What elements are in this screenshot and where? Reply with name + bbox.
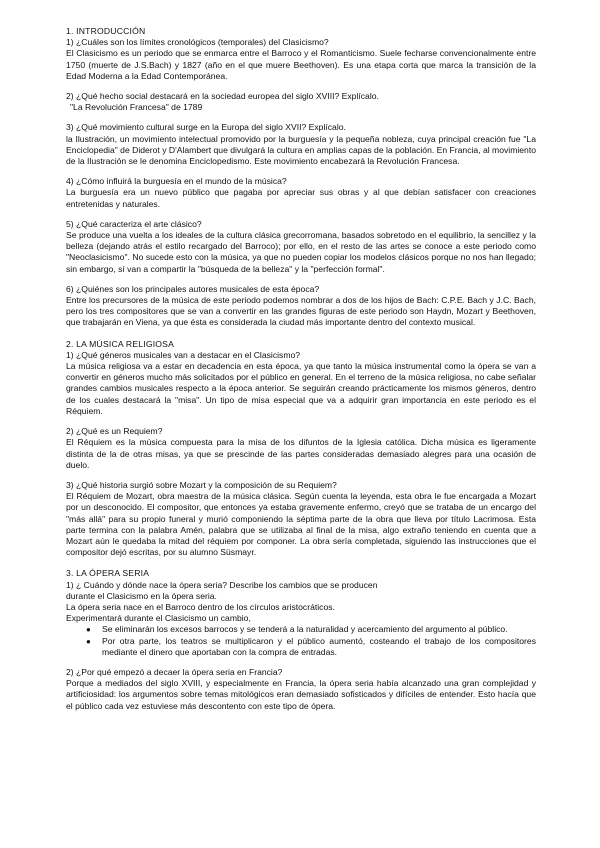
bullet-icon: ● <box>86 636 91 646</box>
section-title: 1. INTRODUCCIÓN <box>66 26 146 36</box>
question: 1) ¿ Cuándo y dónde nace la ópera seria? Describe los cambios que se producen <box>66 579 378 590</box>
question: 3) ¿Qué movimiento cultural surge en la Europa del siglo XVII? Explícalo. <box>66 122 346 133</box>
question: durante el Clasicismo en la ópera seria. <box>66 590 217 601</box>
question-block <box>66 91 536 113</box>
question: 3) ¿Qué historia surgió sobre Mozart y la composición de su Requiem? <box>66 479 337 490</box>
question-block <box>66 350 536 417</box>
question: 6) ¿Quiénes son los principales autores musicales de esta época? <box>66 283 320 294</box>
question-block <box>66 37 536 82</box>
answer: Se produce una vuelta a los ideales de la cultura clásica grecorromana, basados sobretodo en el equilibrio, la sencillez y la belleza (dejando atrás el estilo recargado del Barroco); por ello, en el resto de las artes se conoce a este periodo como "Neoclasicismo". No sucede esto con la música, ya que no pueden copiar los modelos clásicos porque no nos han llegado; sin embargo, sí van a compartir la "búsqueda de la belleza" y la "perfección formal". <box>66 230 536 274</box>
bullet-list <box>66 624 536 658</box>
answer: El Réquiem de Mozart, obra maestra de la música clásica. Según cuenta la leyenda, esta obra le fue encargada a Mozart por un desconocido. El compositor, que entonces ya estaba gravemente enfermo, creyó que se trataba de un encargo del "más allá" para su propio funeral y murió componiendo la séptima parte de la obra que lleva por título Lacrimosa. Esta parte termina con la palabra Amén, palabra que se utilizaba al final de la misa, algo extraño teniendo en cuenta que a Mozart aún le quedaba la mitad del réquiem por componer. La obra sería completada, siguiendo las instrucciones que el compositor dejó escritas, por su alumno Süsmayr. <box>66 491 536 558</box>
answer: El Réquiem es la música compuesta para la misa de los difuntos de la Iglesia católica. Dicha música es ligeramente distinta de la de otras misas, ya que se prescinde de las partes consideradas demasiado alegres para una ocasión de duelo. <box>66 437 536 470</box>
section-title: 2. LA MÚSICA RELIGIOSA <box>66 338 175 349</box>
question-block <box>66 667 536 712</box>
list-item-text: Por otra parte, los teatros se multiplicaron y el público aumentó, costeando el trabajo de los compositores mediante el dinero que aportaban con la compra de entradas. <box>102 635 536 657</box>
question-block <box>66 284 536 329</box>
question-block <box>66 480 536 558</box>
answer: El Clasicismo es un periodo que se enmarca entre el Barroco y el Romanticismo. Suele fecharse convencionalmente entre 1750 (muerte de J.S.Bach) y 1827 (año en el que muere Beethoven). Es una etapa corta que marca la transición de la Edad Moderna a la Edad Contemporánea. <box>66 48 536 81</box>
question-block <box>66 176 536 210</box>
section-title: 3. LA ÓPERA SERIA <box>66 568 150 579</box>
document-page <box>66 26 536 722</box>
question: 2) ¿Qué hecho social destacará en la sociedad europea del siglo XVIII? Explícalo. <box>66 91 379 102</box>
answer-line: Experimentará durante el Clasicismo un cambio, <box>66 613 251 624</box>
question: 5) ¿Qué caracteriza el arte clásico? <box>66 218 202 229</box>
answer: Entre los precursores de la música de este periodo podemos nombrar a dos de los hijos de Bach: C.P.E. Bach y J.C. Bach, pero los tres compositores que se van a convertir en las grandes figuras de este periodo son Haydn, Mozart y Beethoven, que trabajarán en Viena, ya que ésta es considerada la ciudad más importante dentro del contexto musical. <box>66 295 536 328</box>
list-item <box>86 624 536 635</box>
bullet-icon: ● <box>86 625 91 635</box>
question-block <box>66 426 536 471</box>
section-musica-religiosa <box>66 339 536 559</box>
question: 1) ¿Cuáles son los límites cronológicos (temporales) del Clasicismo? <box>66 37 329 48</box>
answer: "La Revolución Francesa" de 1789 <box>70 102 203 113</box>
answer: La burguesía era un nuevo público que pagaba por apreciar sus obras y al que debían satisfacer con creaciones entretenidas y naturales. <box>66 187 536 209</box>
question: 2) ¿Por qué empezó a decaer la ópera seria en Francia? <box>66 666 283 677</box>
answer: La música religiosa va a estar en decadencia en esta época, ya que tanto la música instrumental como la ópera se van a convertir en géneros mucho más solicitados por el público en general. En el terreno de la música religiosa, no cabe señalar grandes cambios musicales respecto a la época anterior. Se seguirán creando prácticamente los mismos géneros, dentro de los cuales destacará la "misa". Un tipo de misa especial que va a adquirir gran importancia en este periodo es el Réquiem. <box>66 361 536 416</box>
section-opera-seria <box>66 568 536 711</box>
list-item-text: Se eliminarán los excesos barrocos y se tenderá a la naturalidad y acercamiento del argumento al público. <box>102 624 508 635</box>
question: 4) ¿Cómo influirá la burguesía en el mundo de la música? <box>66 176 287 187</box>
question: 2) ¿Qué es un Requiem? <box>66 426 163 437</box>
answer: la Ilustración, un movimiento intelectual promovido por la burguesía y la pequeña nobleza, cuya principal creación fue "La Enciclopedia" de Diderot y D'Alambert que divulgará la cultura en amplias capas de la población. En Francia, al movimiento de la Ilustración se le denomina Enciclopedismo. Este movimiento encabezará la Revolución Francesa. <box>66 133 536 167</box>
answer: Porque a mediados del siglo XVIII, y especialmente en Francia, la ópera seria había alcanzado una gran complejidad y artificiosidad: los argumentos sobre temas mitológicos eran demasiado sofisticados y difíciles de entender. Esto hacía que el público cada vez estuviese más descontento con este tipo de ópera. <box>66 678 536 711</box>
list-item <box>86 635 536 658</box>
question-block <box>66 122 536 167</box>
section-introduccion <box>66 26 536 329</box>
question-block <box>66 580 536 658</box>
question-block <box>66 219 536 275</box>
answer-line: La ópera seria nace en el Barroco dentro de los círculos aristocráticos. <box>66 601 335 612</box>
question: 1) ¿Qué géneros musicales van a destacar en el Clasicismo? <box>66 349 301 360</box>
